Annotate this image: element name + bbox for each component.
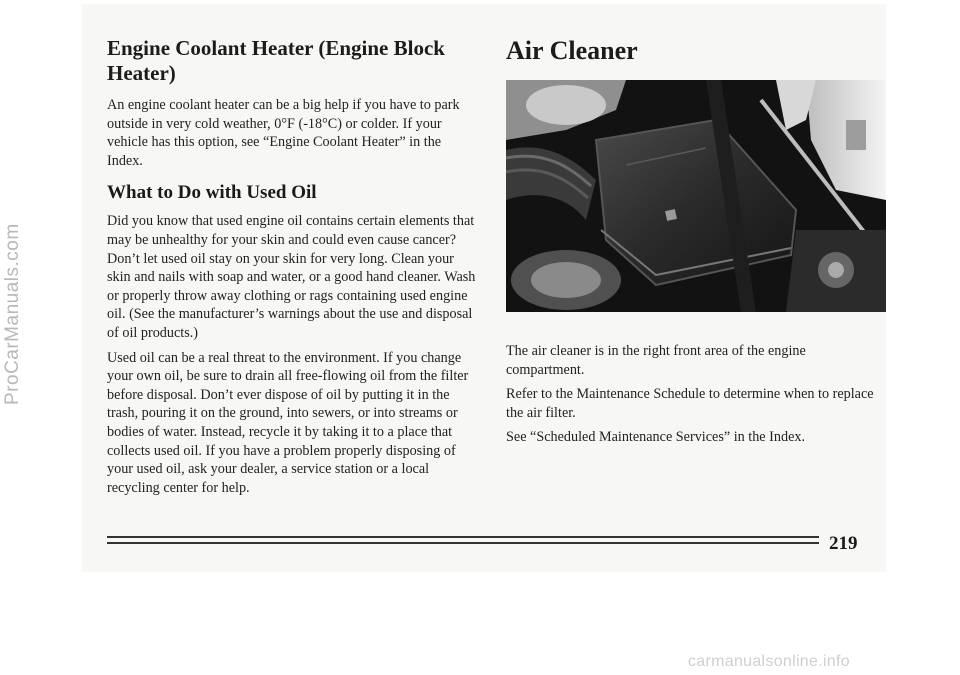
engine-compartment-photo bbox=[506, 80, 886, 312]
footer-brand: carmanualsonline.info bbox=[688, 653, 850, 670]
footer-rule bbox=[107, 536, 819, 548]
used-oil-paragraph-1: Did you know that used engine oil contains certain elements that may be unhealthy for your skin and could even cause cancer? Don’t let used oil stay on your skin for very long. Clean your skin and nails with soap and water, or a good hand cleaner. Wash or properly throw away clothing or rags containing used engine oil. (See the manufacturer’s warnings about the use and disposal of oil products.) bbox=[107, 213, 476, 341]
used-oil-heading: What to Do with Used Oil bbox=[107, 182, 317, 204]
air-cleaner-text bbox=[506, 342, 886, 447]
coolant-heater-paragraph: An engine coolant heater can be a big help if you have to park outside in very cold weather, 0°F (-18°C) or colder. If your vehicle has this option, see “Engine Coolant Heater” in the Index. bbox=[107, 97, 460, 169]
footer-rule-line-2 bbox=[107, 542, 819, 544]
air-cleaner-heading: Air Cleaner bbox=[506, 36, 638, 65]
right-column bbox=[506, 36, 886, 453]
air-cleaner-paragraph-3: See “Scheduled Maintenance Services” in the Index. bbox=[506, 429, 806, 446]
air-cleaner-paragraph-2: Refer to the Maintenance Schedule to determine when to replace the air filter. bbox=[506, 386, 874, 421]
air-cleaner-paragraph-1: The air cleaner is in the right front area of the engine compartment. bbox=[506, 343, 806, 378]
left-column bbox=[107, 36, 479, 503]
coolant-heater-heading: Engine Coolant Heater (Engine Block Heater) bbox=[107, 36, 445, 85]
page-number: 219 bbox=[829, 533, 858, 554]
used-oil-paragraph-2: Used oil can be a real threat to the environment. If you change your own oil, be sure to drain all free-flowing oil from the filter before disposal. Don’t ever dispose of oil by putting it in the trash, pouring it on the ground, into sewers, or into streams or bodies of water. Instead, recycle it by taking it to a place that collects used oil. If you have a problem properly disposing of your used oil, ask your dealer, a service station or a local recycling center for help. bbox=[107, 349, 469, 496]
footer-rule-line-1 bbox=[107, 536, 819, 538]
engine-photo-illustration bbox=[506, 80, 886, 312]
side-watermark: ProCarManuals.com bbox=[2, 223, 23, 405]
